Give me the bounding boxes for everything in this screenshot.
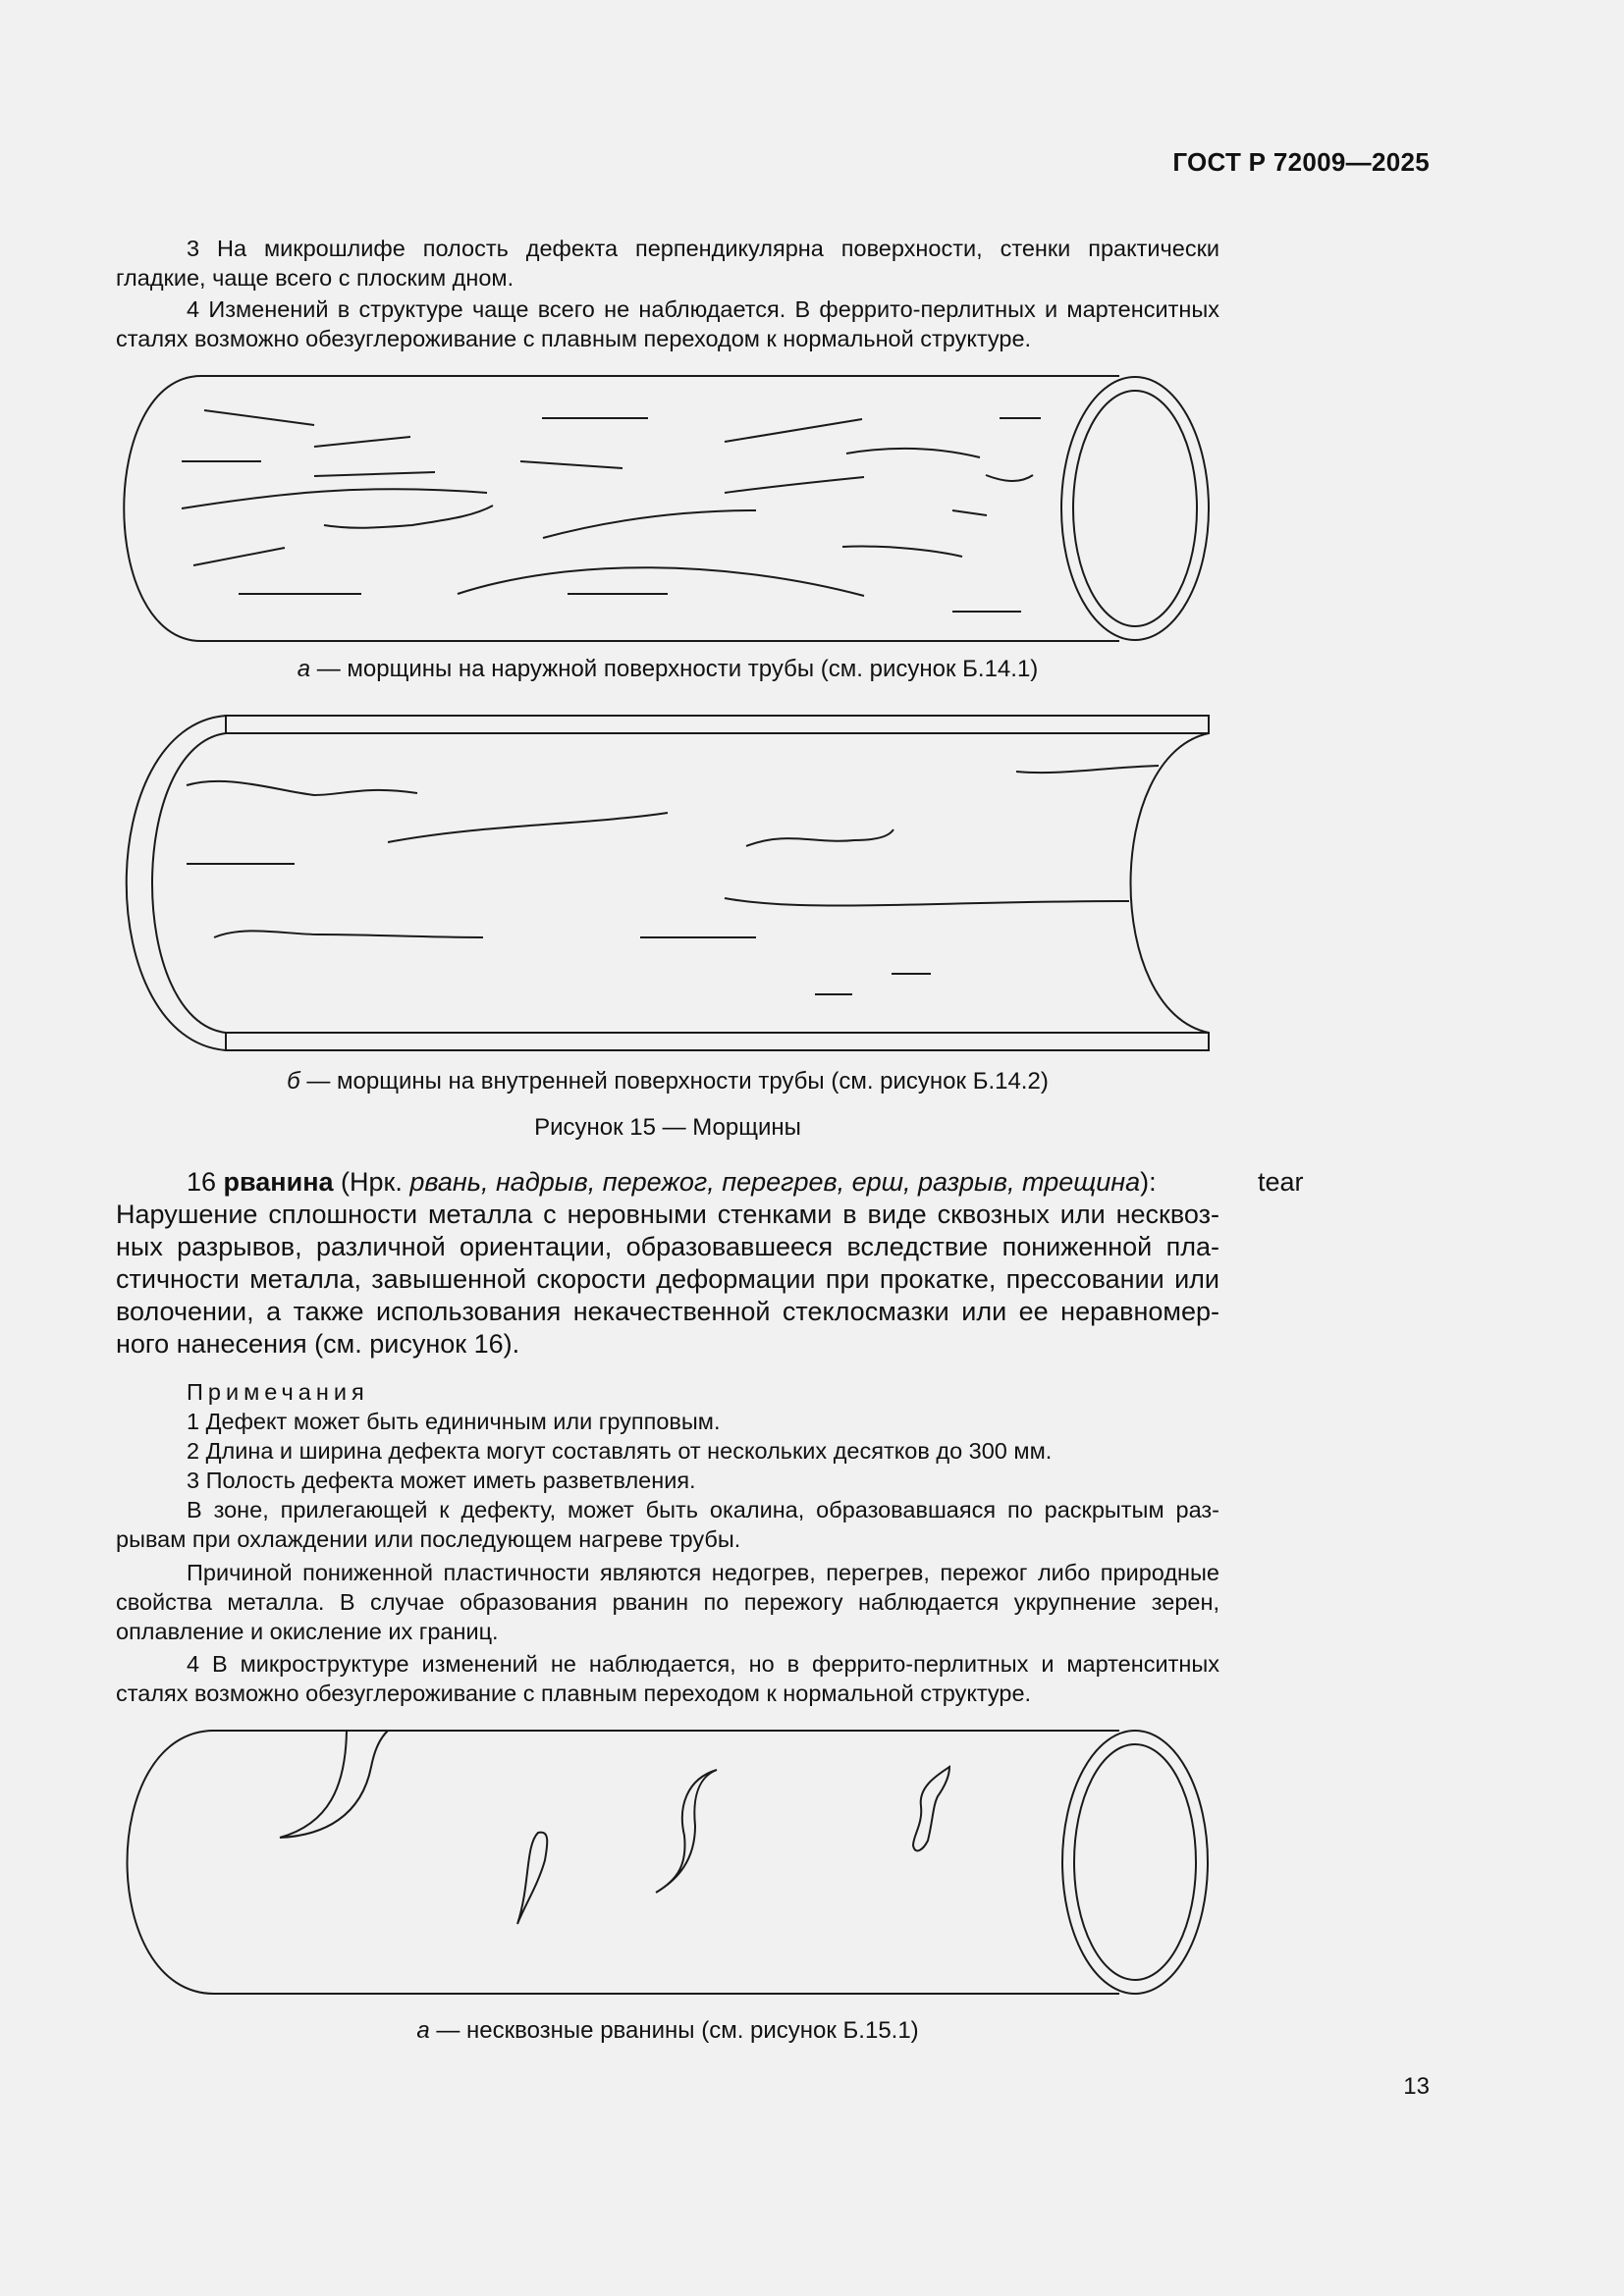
- note-3-plasticity: Причиной пониженной пластичности являются недогрев, перегрев, пережог либо природные свойства металла. В случае образования рванин по пережогу наблюдается укрупнение зерен, оплавление и окисление их границ.: [116, 1560, 1219, 1644]
- figure-15-title: Рисунок 15 — Морщины: [534, 1114, 801, 1141]
- figure-16a-caption: а — несквозные рванины (см. рисунок Б.15.1): [416, 2017, 919, 2044]
- note-2: 2 Длина и ширина дефекта могут составлять от нескольких десятков до 300 мм.: [187, 1438, 1053, 1464]
- document-number: ГОСТ Р 72009—2025: [1172, 147, 1430, 177]
- term-16-definition: Нарушение сплошности металла с неровными стенками в виде сквозных или несквозных разрывов, различной ориентации, образовавшееся вследствие пониженной пластичности металла, завышенной скорости деформации при прокатке, прессовании или волочении, а также использования некачественной стеклосмазки или ее неравномерного нанесения (см. рисунок 16).: [116, 1200, 1219, 1359]
- note-3-scale: В зоне, прилегающей к дефекту, может быть окалина, образовавшаяся по раскрытым разрывам при охлаждении или последующем нагреве трубы.: [116, 1497, 1219, 1552]
- figure-15b-inner-wrinkles: [118, 707, 1218, 1055]
- page-number: 13: [1403, 2073, 1430, 2100]
- note-3: 3 Полость дефекта может иметь разветвления.: [187, 1468, 696, 1493]
- figure-15b-caption: б — морщины на внутренней поверхности трубы (см. рисунок Б.14.2): [287, 1068, 1049, 1095]
- note-4: 4 В микроструктуре изменений не наблюдается, но в феррито-перлитных и мартенситных сталях возможно обезуглероживание с плавным переходом к нормальной структуре.: [116, 1651, 1219, 1706]
- figure-15a-outer-wrinkles: [118, 368, 1218, 648]
- note-1: 1 Дефект может быть единичным или групповым.: [187, 1409, 721, 1434]
- term-16-english: tear: [1258, 1167, 1304, 1197]
- figure-16a-non-through-tears: [118, 1723, 1218, 2002]
- note-3-microsection: 3 На микрошлифе полость дефекта перпендикулярна поверхности, стенки практически гладкие, чаще всего с плоским дном.: [116, 236, 1219, 291]
- term-16-heading: 16 рванина (Нрк. рвань, надрыв, пережог, перегрев, ерш, разрыв, трещина):: [187, 1167, 1157, 1197]
- note-4-structure: 4 Изменений в структуре чаще всего не наблюдается. В феррито-перлитных и мартенситных сталях возможно обезуглероживание с плавным переходом к нормальной структуре.: [116, 296, 1219, 351]
- figure-15a-caption: а — морщины на наружной поверхности трубы (см. рисунок Б.14.1): [297, 656, 1039, 682]
- notes-heading: Примечания: [187, 1379, 369, 1405]
